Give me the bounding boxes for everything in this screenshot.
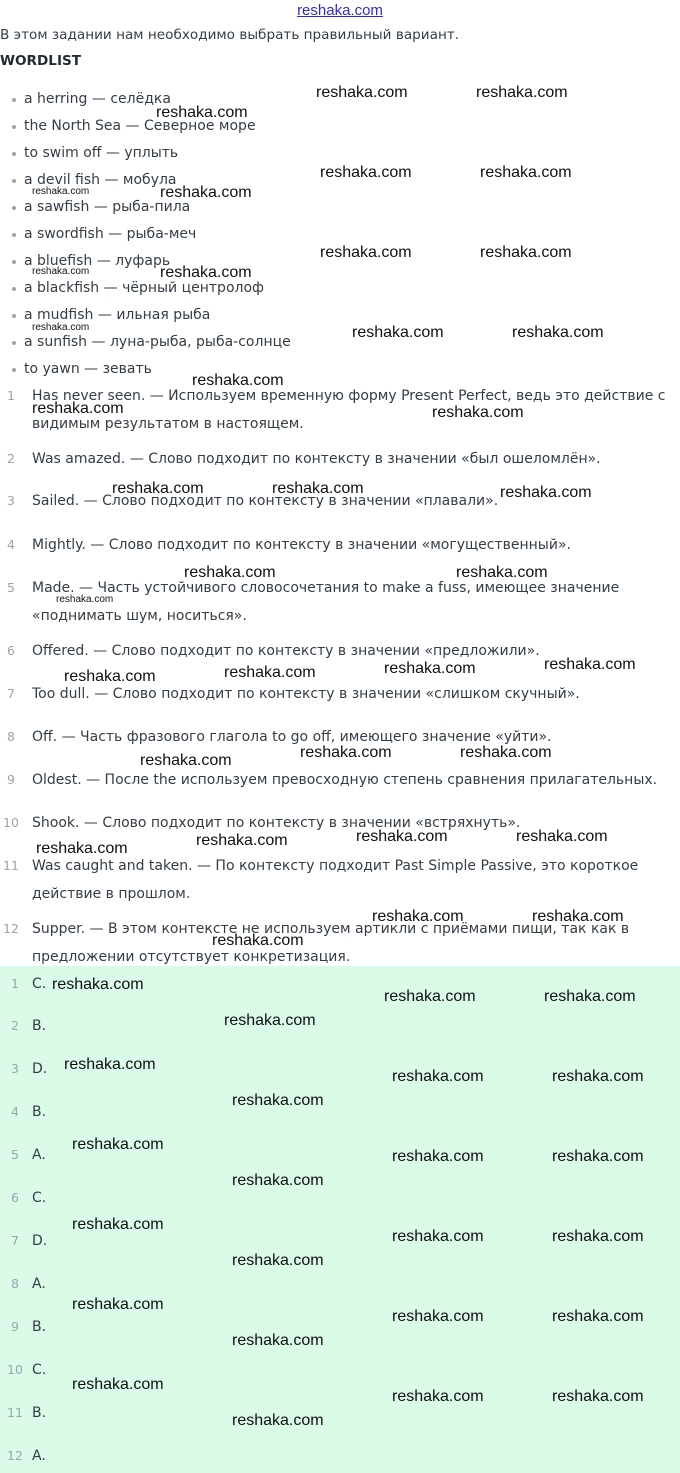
watermark: reshaka.com [392, 1308, 484, 1325]
answer-key-row: 7 D. [11, 1233, 48, 1249]
list-item: to yawn — зевать [0, 356, 680, 383]
answer-item: 5 Made. — Часть устойчивого словосочетания to make a fuss, имеющее значение «поднимать шум, носиться». [7, 580, 620, 624]
answer-key-row: 8 A. [11, 1276, 46, 1292]
bullet-icon [12, 206, 16, 210]
watermark: reshaka.com [552, 1228, 644, 1245]
watermark: reshaka.com [232, 1332, 324, 1349]
list-item: a devil fish — мобула [0, 167, 680, 194]
watermark: reshaka.com [52, 976, 144, 993]
watermark: reshaka.com [32, 400, 124, 417]
watermark: reshaka.com [460, 744, 552, 761]
answer-key-row: 9 B. [11, 1319, 47, 1335]
watermark: reshaka.com [212, 932, 304, 949]
watermark: reshaka.com [552, 1148, 644, 1165]
bullet-icon [12, 125, 16, 129]
list-item: the North Sea — Северное море [0, 113, 680, 140]
answer-key-row: 4 B. [11, 1104, 47, 1120]
watermark: reshaka.com [552, 1068, 644, 1085]
watermark: reshaka.com [384, 660, 476, 677]
watermark: reshaka.com [140, 752, 232, 769]
list-item: to swim off — уплыть [0, 140, 680, 167]
answer-item: 3 Sailed. — Слово подходит по контексту в значении «плавали». [7, 493, 499, 509]
list-item: a bluefish — луфарь [0, 248, 680, 275]
watermark: reshaka.com [384, 988, 476, 1005]
watermark: reshaka.com [184, 564, 276, 581]
bullet-icon [12, 368, 16, 372]
watermark: reshaka.com [72, 1216, 164, 1233]
watermark: reshaka.com [112, 480, 204, 497]
watermark: reshaka.com [392, 1388, 484, 1405]
bullet-icon [12, 233, 16, 237]
watermark: reshaka.com [432, 404, 524, 421]
watermark: reshaka.com [476, 84, 568, 101]
answer-item: 7 Too dull. — Слово подходит по контексту в значении «слишком скучный». [7, 686, 580, 702]
bullet-icon [12, 314, 16, 318]
watermark: reshaka.com [56, 594, 114, 605]
watermark: reshaka.com [392, 1068, 484, 1085]
bullet-icon [12, 152, 16, 156]
watermark: reshaka.com [356, 828, 448, 845]
answer-key-row: 11 B. [7, 1405, 47, 1421]
watermark: reshaka.com [392, 1228, 484, 1245]
answer-key-row: 2 B. [11, 1018, 47, 1034]
watermark: reshaka.com [500, 484, 592, 501]
watermark: reshaka.com [320, 164, 412, 181]
answer-item: 12 Supper. — В этом контексте не используем артикли с приёмами пищи, так как в предложении отсутствует конкретизация. [3, 921, 630, 965]
watermark: reshaka.com [352, 324, 444, 341]
watermark: reshaka.com [64, 1056, 156, 1073]
answer-key-row: 6 C. [11, 1190, 47, 1206]
answer-item: 4 Mightly. — Слово подходит по контексту в значении «могущественный». [7, 537, 571, 553]
bullet-icon [12, 98, 16, 102]
answer-item: 6 Offered. — Слово подходит по контексту в значении «предложили». [7, 643, 540, 659]
watermark: reshaka.com [32, 186, 90, 197]
list-item: a herring — селёдка [0, 86, 680, 113]
watermark: reshaka.com [532, 908, 624, 925]
answer-key-row: 5 A. [11, 1147, 46, 1163]
watermark: reshaka.com [480, 164, 572, 181]
watermark: reshaka.com [456, 564, 548, 581]
watermark: reshaka.com [64, 668, 156, 685]
watermark: reshaka.com [232, 1092, 324, 1109]
answer-key-row: 12 A. [7, 1448, 46, 1464]
answer-item: 2 Was amazed. — Слово подходит по контексту в значении «был ошеломлён». [7, 451, 601, 467]
list-item: a sawfish — рыба-пила [0, 194, 680, 221]
watermark: reshaka.com [196, 832, 288, 849]
answer-item: 8 Off. — Часть фразового глагола to go off, имеющего значение «уйти». [7, 729, 552, 745]
watermark: reshaka.com [32, 266, 90, 277]
watermark: reshaka.com [160, 264, 252, 281]
watermark: reshaka.com [72, 1296, 164, 1313]
watermark: reshaka.com [372, 908, 464, 925]
bullet-icon [12, 179, 16, 183]
watermark: reshaka.com [516, 828, 608, 845]
list-item: a sunfish — луна-рыба, рыба-солнце [0, 329, 680, 356]
watermark: reshaka.com [232, 1252, 324, 1269]
watermark: reshaka.com [224, 664, 316, 681]
answer-item: 11 Was caught and taken. — По контексту подходит Past Simple Passive, это короткое действие в прошлом. [3, 858, 639, 902]
list-item: a swordfish — рыба-меч [0, 221, 680, 248]
list-item: a mudfish — ильная рыба [0, 302, 680, 329]
answer-key-row: 1 C. [11, 976, 47, 992]
answer-item: 1 Has never seen. — Используем временную форму Present Perfect, ведь это действие с видимым результатом в настоящем. [7, 388, 666, 432]
watermark: reshaka.com [552, 1388, 644, 1405]
watermark: reshaka.com [156, 104, 248, 121]
watermark: reshaka.com [232, 1412, 324, 1429]
watermark: reshaka.com [272, 480, 364, 497]
watermark: reshaka.com [316, 84, 408, 101]
watermark: reshaka.com [544, 656, 636, 673]
watermark: reshaka.com [300, 744, 392, 761]
watermark: reshaka.com [512, 324, 604, 341]
watermark: reshaka.com [36, 840, 128, 857]
watermark: reshaka.com [224, 1012, 316, 1029]
list-item: a blackfish — чёрный центролоф [0, 275, 680, 302]
answer-item: 9 Oldest. — После the используем превосходную степень сравнения прилагательных. [7, 772, 658, 788]
watermark: reshaka.com [552, 1308, 644, 1325]
watermark: reshaka.com [72, 1376, 164, 1393]
watermark: reshaka.com [72, 1136, 164, 1153]
bullet-icon [12, 260, 16, 264]
answer-item: 10 Shook. — Слово подходит по контексту в значении «встряхнуть». [3, 815, 521, 831]
watermark: reshaka.com [320, 244, 412, 261]
watermark: reshaka.com [544, 988, 636, 1005]
answer-key-row: 3 D. [11, 1061, 48, 1077]
bullet-icon [12, 287, 16, 291]
watermark: reshaka.com [192, 372, 284, 389]
watermark: reshaka.com [480, 244, 572, 261]
wordlist-heading: WORDLIST [0, 53, 82, 69]
watermark: reshaka.com [160, 184, 252, 201]
watermark: reshaka.com [232, 1172, 324, 1189]
intro-text: В этом задании нам необходимо выбрать правильный вариант. [0, 27, 460, 43]
answer-key-row: 10 C. [7, 1362, 47, 1378]
watermark: reshaka.com [32, 322, 90, 333]
watermark: reshaka.com [392, 1148, 484, 1165]
bullet-icon [12, 341, 16, 345]
site-link[interactable]: reshaka.com [297, 2, 383, 19]
